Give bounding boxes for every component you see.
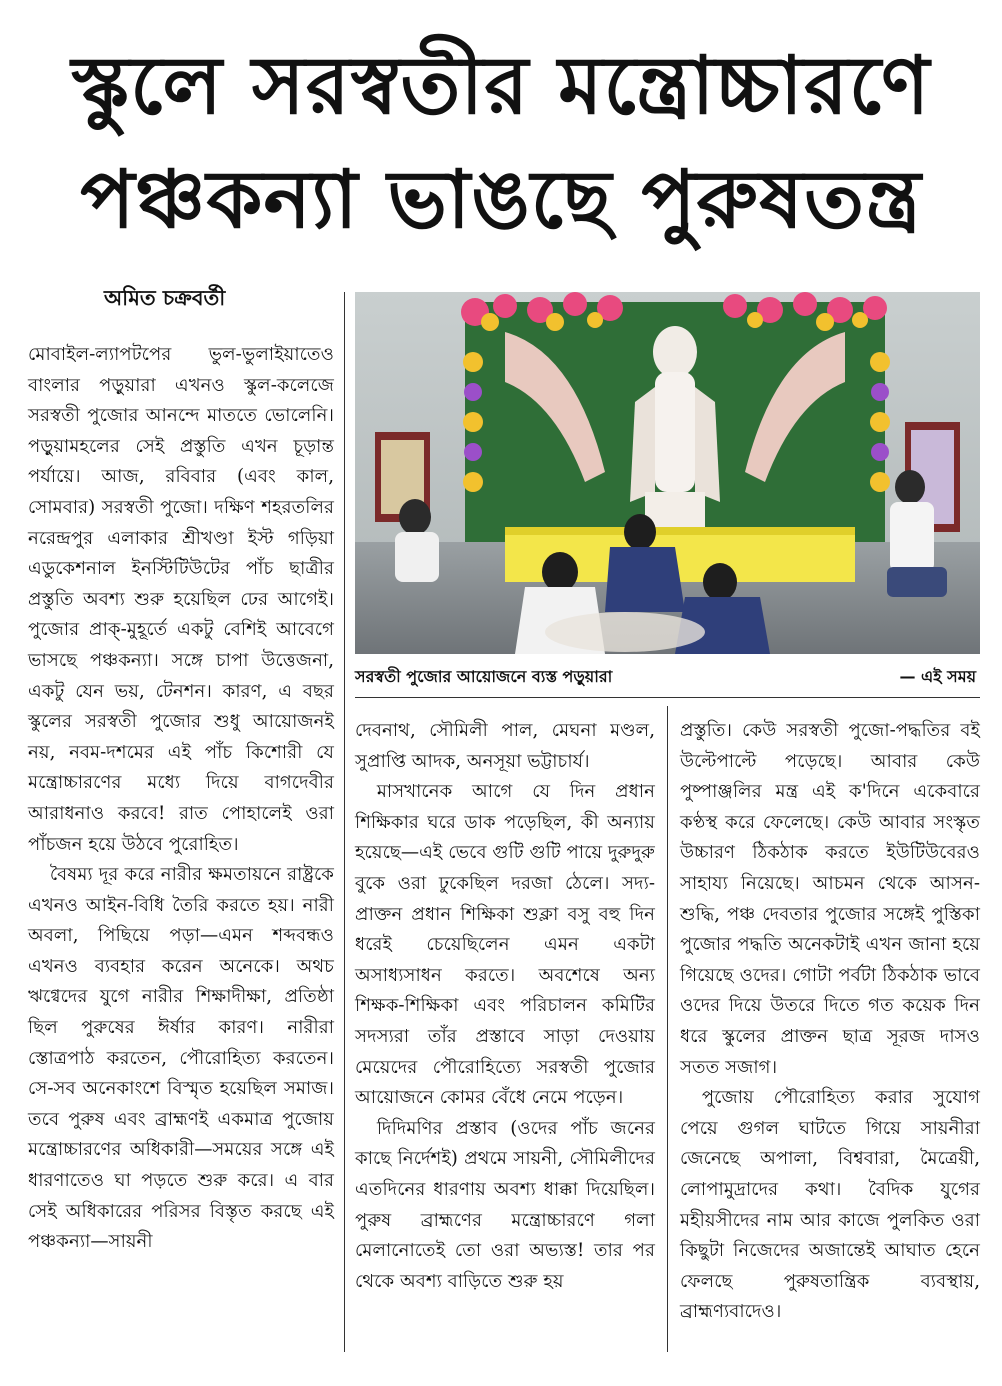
photo-credit: — এই সময় [899,667,976,686]
paragraph: বৈষম্য দূর করে নারীর ক্ষমতায়নে রাষ্ট্রকে এখনও আইন-বিধি তৈরি করতে হয়। নারী অবলা, পিছিয়ে পড়া—এমন শব্দবন্ধও এখনও ব্যবহার করেন অনেকে। অথচ ঋগ্বেদের যুগে নারীর শিক্ষাদীক্ষা, প্রতিষ্ঠা ছিল পুরুষের ঈর্ষার কারণ। নারীরা স্তোত্রপাঠ করতেন, পৌরোহিত্য করতেন। সে-সব অনেকাংশে বিস্মৃত হয়েছিল সমাজ। তবে পুরুষ এবং ব্রাহ্মণই একমাত্র পুজোয় মন্ত্রোচ্চারণের অধিকারী—সময়ের সঙ্গে এই ধারণাতেও ঘা পড়তে শুরু করে। এ বার সেই অধিকারের পরিসর বিস্তৃত করছে এই পঞ্চকন্যা—সায়নী [28,864,334,1253]
paragraph: মোবাইল-ল্যাপটপের ভুল-ভুলাইয়াতেও বাংলার পড়ুয়ারা এখনও স্কুল-কলেজে সরস্বতী পুজোর আনন্দে মাততে ভোলেনি। পড়ুয়ামহলের সেই প্রস্তুতি এখন চূড়ান্ত পর্যায়ে। আজ, রবিবার (এবং কাল, সোমবার) সরস্বতী পুজো। দক্ষিণ শহরতলির নরেন্দ্রপুর এলাকার শ্রীখণ্ডা ইস্ট গড়িয়া এডুকেশনাল ইনস্টিটিউটের পাঁচ ছাত্রীর প্রস্তুতি অবশ্য শুরু হয়েছিল ঢের আগেই। পুজোর প্রাক্‌-মুহূর্তে একটু বেশিই আবেগে ভাসছে পঞ্চকন্যা। সঙ্গে চাপা উত্তেজনা, একটু যেন ভয়, টেনশন। কারণ, এ বছর স্কুলের সরস্বতী পুজোর শুধু আয়োজনই নয়, নবম-দশমের এই পাঁচ কিশোরী যে মন্ত্রোচ্চারণের মধ্যে দিয়ে বাগদেবীর আরাধনাও করবে! রাত পোহালেই ওরা পাঁচজন হয়ে উঠবে পুরোহিত। [28,344,334,855]
news-photo [355,292,980,654]
article-column-1 [28,340,334,1258]
photo-illustration [355,292,980,654]
column-divider [667,706,668,1352]
paragraph: পুজোয় পৌরোহিত্য করার সুযোগ পেয়ে গুগল ঘাটতে গিয়ে সায়নীরা জেনেছে অপালা, বিশ্ববারা, মৈত্রেয়ী, লোপামুদ্রাদের কথা। বৈদিক যুগের মহীয়সীদের নাম আর কাজে পুলকিত ওরা কিছুটা নিজেদের অজান্তেই আঘাত হেনে ফেলছে পুরুষতান্ত্রিক ব্যবস্থায়, ব্রাহ্মণ্যবাদেও। [680,1087,980,1323]
column-divider [344,292,345,1352]
paragraph: দেবনাথ, সৌমিলী পাল, মেঘনা মণ্ডল, সুপ্রাপ্তি আদক, অনসূয়া ভট্টাচার্য। [355,720,655,772]
headline-line-1: স্কুলে সরস্বতীর মন্ত্রোচ্চারণে [71,39,931,132]
paragraph: প্রস্তুতি। কেউ সরস্বতী পুজো-পদ্ধতির বই উল্টেপাল্টে পড়েছে। আবার কেউ পুষ্পাঞ্জলির মন্ত্র এই ক'দিনে একেবারে কণ্ঠস্থ করে ফেলেছে। কেউ আবার সংস্কৃত উচ্চারণ ঠিকঠাক করতে ইউটিউবেরও সাহায্য নিয়েছে। আচমন থেকে আসন-শুদ্ধি, পঞ্চ দেবতার পুজোর সঙ্গেই পুস্তিকা পুজোর পদ্ধতি অনেকটাই এখন জানা হয়ে গিয়েছে ওদের। গোটা পর্বটা ঠিকঠাক ভাবে ওদের দিয়ে উতরে দিতে গত কয়েক দিন ধরে স্কুলের প্রাক্তন ছাত্র সূরজ দাসও সতত সজাগ। [680,720,980,1078]
article-column-2 [355,716,655,1297]
caption-divider [355,697,980,698]
headline-line-2: পঞ্চকন্যা ভাঙছে পুরুষতন্ত্র [80,153,922,246]
paragraph: দিদিমণির প্রস্তাব (ওদের পাঁচ জনের কাছে নির্দেশই) প্রথমে সায়নী, সৌমিলীদের এতদিনের ধারণায় অবশ্য ধাক্কা দিয়েছিল। পুরুষ ব্রাহ্মণের মন্ত্রোচ্চারণে গলা মেলানোতেই তো ওরা অভ্যস্ত! তার পর থেকে অবশ্য বাড়িতে শুরু হয় [355,1117,655,1292]
paragraph: মাসখানেক আগে যে দিন প্রধান শিক্ষিকার ঘরে ডাক পড়েছিল, কী অন্যায় হয়েছে—এই ভেবে গুটি গুটি পায়ে দুরুদুরু বুকে ওরা ঢুকেছিল দরজা ঠেলে। সদ্য-প্রাক্তন প্রধান শিক্ষিকা শুক্লা বসু বহু দিন ধরেই চেয়েছিলেন এমন একটা অসাধ্যসাধন করতে। অবশেষে অন্য শিক্ষক-শিক্ষিকা এবং পরিচালন কমিটির সদস্যরা তাঁর প্রস্তাবে সাড়া দেওয়ায় মেয়েদের পৌরোহিত্যে সরস্বতী পুজোর আয়োজনে কোমর বেঁধে নেমে পড়েন। [355,781,655,1109]
byline: অমিত চক্রবর্তী [104,286,226,310]
article-column-3 [680,716,980,1328]
caption-text: সরস্বতী পুজোর আয়োজনে ব্যস্ত পড়ুয়ারা [355,667,613,686]
photo-caption [355,664,980,691]
